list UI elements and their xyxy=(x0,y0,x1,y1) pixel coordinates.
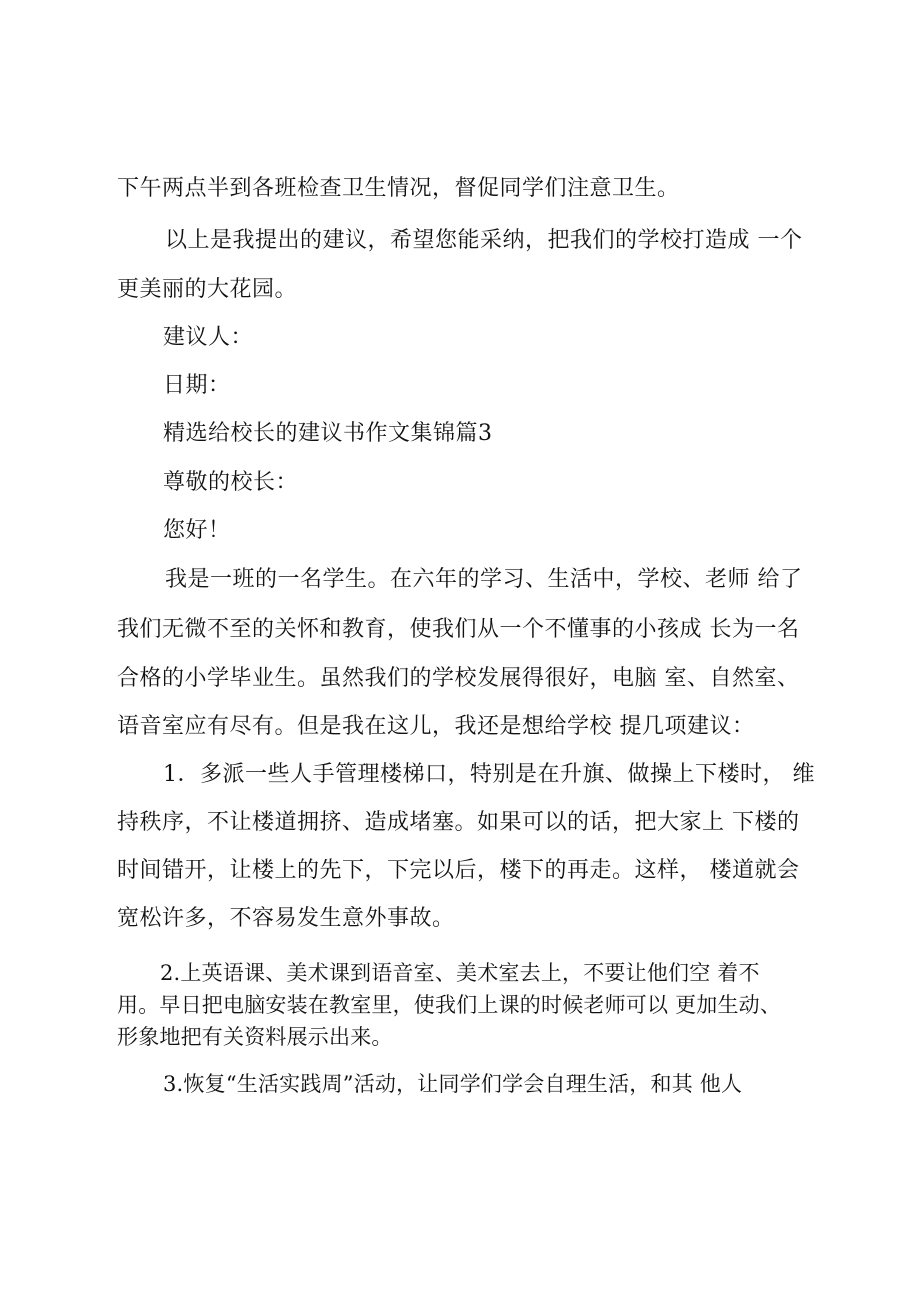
text-line: 宽松许多，不容易发生意外事故。 xyxy=(117,906,455,931)
text-line: 下午两点半到各班检查卫生情况，督促同学们注意卫生。 xyxy=(117,176,680,201)
text-line: 持秩序，不让楼道拥挤、造成堵塞。如果可以的话，把大家上 下楼的 xyxy=(117,810,800,835)
text-line: 我们无微不至的关怀和教育，使我们从一个不懂事的小孩成 长为一名 xyxy=(117,617,800,642)
text-line: 语音室应有尽有。但是我在这儿，我还是想给学校 提几项建议： xyxy=(117,714,755,739)
text-line: 3.恢复“生活实践周”活动，让同学们学会自理生活，和其 他人 xyxy=(163,1072,743,1096)
text-line: 我是一班的一名学生。在六年的学习、生活中，学校、老师 给了 xyxy=(165,567,803,592)
text-line: 形象地把有关资料展示出来。 xyxy=(117,1025,393,1049)
text-line: 合格的小学毕业生。虽然我们的学校发展得很好，电脑 室、自然室、 xyxy=(117,666,800,691)
text-line: 1．多派一些人手管理楼梯口，特别是在升旗、做操上下楼时， 维 xyxy=(163,762,815,787)
text-line: 2.上英语课、美术课到语音室、美术室去上，不要让他们空 着不 xyxy=(160,961,760,985)
text-line: 用。早日把电脑安装在教室里，使我们上课的时候老师可以 更加生动、 xyxy=(117,993,782,1017)
text-line: 建议人： xyxy=(163,325,254,350)
text-line: 更美丽的大花园。 xyxy=(117,277,298,302)
section-heading: 精选给校长的建议书作文集锦篇3 xyxy=(163,421,493,446)
text-line: 日期： xyxy=(163,373,231,398)
text-line: 时间错开，让楼上的先下，下完以后，楼下的再走。这样， 楼道就会 xyxy=(117,858,800,883)
text-line: 您好！ xyxy=(163,518,231,543)
text-line: 以上是我提出的建议，希望您能采纳，把我们的学校打造成 一个 xyxy=(165,228,803,253)
text-line: 尊敬的校长： xyxy=(163,470,299,495)
